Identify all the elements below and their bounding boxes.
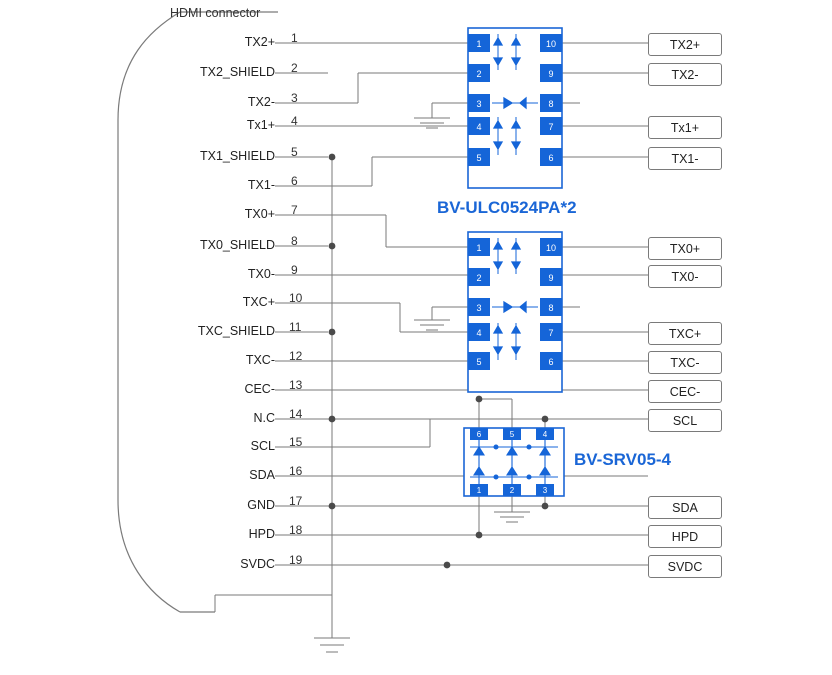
pin-number-12: 12 xyxy=(289,349,303,363)
svg-text:2: 2 xyxy=(509,486,515,495)
output-sda: SDA xyxy=(648,496,722,519)
pin-number-5: 5 xyxy=(291,145,298,159)
pin-label-17: GND xyxy=(247,498,275,512)
svg-text:4: 4 xyxy=(476,122,482,132)
svg-text:8: 8 xyxy=(548,99,554,109)
svg-text:8: 8 xyxy=(548,303,554,313)
svg-text:7: 7 xyxy=(548,122,554,132)
pin-label-8: TX0_SHIELD xyxy=(199,238,275,252)
pin-label-12: TXC- xyxy=(245,353,275,367)
pin-label-9: TX0- xyxy=(247,267,275,281)
pin-label-4: Tx1+ xyxy=(246,118,275,132)
pin-number-15: 15 xyxy=(289,435,303,449)
pin-number-7: 7 xyxy=(291,203,298,217)
pin-number-4: 4 xyxy=(291,114,298,128)
pin-number-16: 16 xyxy=(289,464,303,478)
svg-text:6: 6 xyxy=(548,153,554,163)
part-label-u1: BV-ULC0524PA*2 xyxy=(437,198,577,217)
svg-text:3: 3 xyxy=(542,486,548,495)
pin-number-14: 14 xyxy=(289,407,303,421)
output-tx0n: TX0- xyxy=(648,265,722,288)
output-tx2n: TX2- xyxy=(648,63,722,86)
pin-number-1: 1 xyxy=(291,31,298,45)
pin-number-10: 10 xyxy=(289,291,303,305)
pin-label-7: TX0+ xyxy=(244,207,275,221)
pin-number-9: 9 xyxy=(291,263,298,277)
pin-label-15: SCL xyxy=(250,439,275,453)
svg-text:2: 2 xyxy=(476,273,482,283)
output-tx2p: TX2+ xyxy=(648,33,722,56)
output-txcn: TXC- xyxy=(648,351,722,374)
pin-number-17: 17 xyxy=(289,494,303,508)
output-hpd: HPD xyxy=(648,525,722,548)
pin-number-2: 2 xyxy=(291,61,298,75)
pin-label-5: TX1_SHIELD xyxy=(199,149,275,163)
output-svdc: SVDC xyxy=(648,555,722,578)
output-txcp: TXC+ xyxy=(648,322,722,345)
pin-label-14: N.C xyxy=(253,411,275,425)
pin-number-18: 18 xyxy=(289,523,303,537)
svg-text:1: 1 xyxy=(476,39,482,49)
output-cec: CEC- xyxy=(648,380,722,403)
pin-label-13: CEC- xyxy=(244,382,275,396)
pin-label-10: TXC+ xyxy=(242,295,275,309)
svg-text:5: 5 xyxy=(509,430,515,439)
pin-label-3: TX2- xyxy=(247,95,275,109)
pin-label-1: TX2+ xyxy=(244,35,275,49)
pin-number-8: 8 xyxy=(291,234,298,248)
pin-number-3: 3 xyxy=(291,91,298,105)
pin-label-18: HPD xyxy=(248,527,275,541)
output-tx1n: TX1- xyxy=(648,147,722,170)
part-label-u3: BV-SRV05-4 xyxy=(574,450,672,469)
svg-text:5: 5 xyxy=(476,357,482,367)
svg-text:7: 7 xyxy=(548,328,554,338)
output-tx0p: TX0+ xyxy=(648,237,722,260)
pin-number-11: 11 xyxy=(289,320,302,334)
svg-text:2: 2 xyxy=(476,69,482,79)
svg-text:1: 1 xyxy=(476,486,482,495)
pin-label-6: TX1- xyxy=(247,178,275,192)
svg-text:4: 4 xyxy=(542,430,548,439)
svg-text:10: 10 xyxy=(545,243,557,253)
svg-text:10: 10 xyxy=(545,39,557,49)
pin-number-19: 19 xyxy=(289,553,303,567)
pin-label-11: TXC_SHIELD xyxy=(197,324,275,338)
pin-number-13: 13 xyxy=(289,378,303,392)
connector-title: HDMI connector xyxy=(170,6,261,20)
output-tx1p: Tx1+ xyxy=(648,116,722,139)
svg-text:9: 9 xyxy=(548,273,554,283)
svg-text:6: 6 xyxy=(548,357,554,367)
svg-text:3: 3 xyxy=(476,303,482,313)
output-scl: SCL xyxy=(648,409,722,432)
pin-label-19: SVDC xyxy=(240,557,275,571)
svg-text:5: 5 xyxy=(476,153,482,163)
pin-label-2: TX2_SHIELD xyxy=(199,65,275,79)
pin-number-6: 6 xyxy=(291,174,298,188)
svg-text:3: 3 xyxy=(476,99,482,109)
svg-text:9: 9 xyxy=(548,69,554,79)
pin-label-16: SDA xyxy=(249,468,275,482)
svg-text:1: 1 xyxy=(476,243,482,253)
svg-text:6: 6 xyxy=(476,430,482,439)
svg-text:4: 4 xyxy=(476,328,482,338)
